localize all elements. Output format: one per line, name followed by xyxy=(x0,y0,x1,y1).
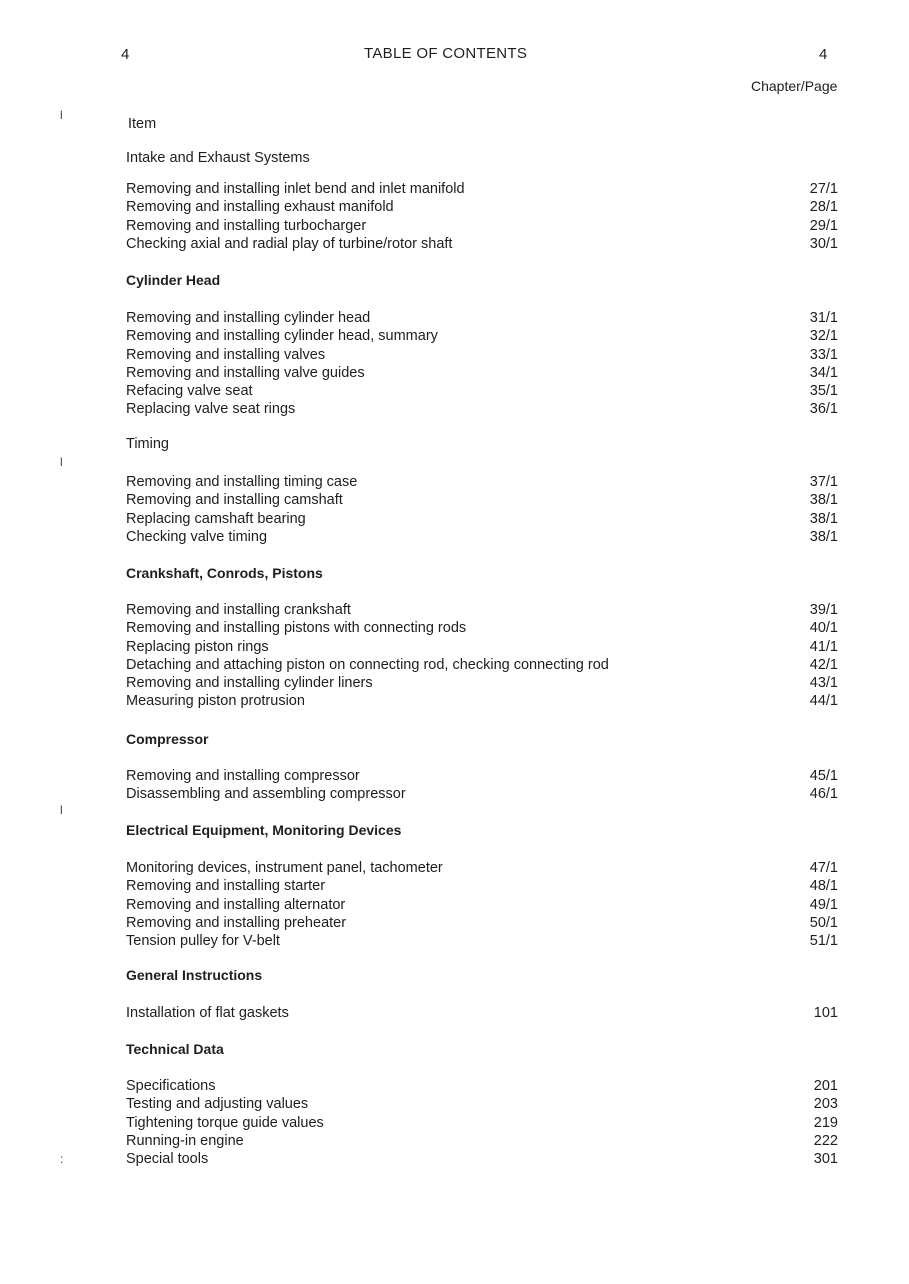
toc-entry-page: 301 xyxy=(813,1151,838,1168)
toc-entry-page: 27/1 xyxy=(809,181,838,197)
toc-entry xyxy=(126,180,838,198)
toc-entry-label: Removing and installing cylinder liners xyxy=(126,675,373,692)
toc-entry-page: 48/1 xyxy=(809,878,838,895)
toc-entry xyxy=(126,364,838,382)
margin-mark: l xyxy=(60,455,63,469)
section-heading: Compressor xyxy=(126,731,209,747)
section-entries xyxy=(126,180,838,253)
toc-entry xyxy=(126,309,838,327)
toc-entry-label: Removing and installing cylinder head, summary xyxy=(126,328,438,345)
toc-entry-page: 38/1 xyxy=(809,528,838,545)
toc-entry-label: Removing and installing exhaust manifold xyxy=(126,199,394,216)
toc-entry xyxy=(126,674,838,692)
toc-entry xyxy=(126,235,838,253)
toc-entry xyxy=(126,859,838,877)
toc-entry-page: 33/1 xyxy=(809,346,838,363)
toc-entry-label: Removing and installing cylinder head xyxy=(126,310,371,326)
toc-entry xyxy=(126,528,838,546)
toc-entry-label: Checking valve timing xyxy=(126,528,268,545)
toc-entry-label: Replacing valve seat rings xyxy=(126,401,296,418)
toc-entry-page: 203 xyxy=(813,1096,838,1113)
toc-entry-label: Testing and adjusting values xyxy=(126,1096,309,1113)
toc-entry-page: 43/1 xyxy=(809,675,838,692)
toc-entry-label: Removing and installing crankshaft xyxy=(126,602,351,618)
toc-entry xyxy=(126,656,838,674)
toc-entry-label: Running-in engine xyxy=(126,1132,244,1149)
chapter-page-header: Chapter/Page xyxy=(751,78,838,94)
page-number-right: 4 xyxy=(819,46,828,63)
toc-entry-page: 49/1 xyxy=(809,896,838,913)
margin-mark: l xyxy=(60,803,63,817)
toc-entry-label: Removing and installing pistons with connecting rods xyxy=(126,620,467,637)
toc-entry xyxy=(126,638,838,656)
toc-entry xyxy=(126,619,838,637)
toc-entry-label: Special tools xyxy=(126,1151,209,1168)
toc-entry-label: Replacing camshaft bearing xyxy=(126,510,306,527)
toc-entry-label: Removing and installing starter xyxy=(126,878,326,895)
toc-entry-label: Removing and installing camshaft xyxy=(126,492,343,509)
toc-entry xyxy=(126,877,838,895)
toc-entry-page: 51/1 xyxy=(809,933,838,950)
section-entries xyxy=(126,1004,838,1022)
page-title: TABLE OF CONTENTS xyxy=(364,45,528,62)
toc-entry-label: Checking axial and radial play of turbine/rotor shaft xyxy=(126,235,453,252)
toc-entry-page: 29/1 xyxy=(809,217,838,234)
toc-entry-page: 41/1 xyxy=(809,638,838,655)
toc-entry-page: 32/1 xyxy=(809,328,838,345)
section-heading: Technical Data xyxy=(126,1041,224,1057)
section-heading: Crankshaft, Conrods, Pistons xyxy=(126,565,323,581)
toc-entry-label: Disassembling and assembling compressor xyxy=(126,786,406,803)
toc-entry-label: Removing and installing turbocharger xyxy=(126,217,367,234)
toc-entry-label: Replacing piston rings xyxy=(126,638,269,655)
toc-entry-page: 31/1 xyxy=(809,310,838,326)
section-entries xyxy=(126,1077,838,1168)
toc-entry xyxy=(126,601,838,619)
toc-entry xyxy=(126,1150,838,1168)
toc-entry xyxy=(126,400,838,418)
toc-entry xyxy=(126,1004,838,1022)
toc-entry-label: Removing and installing timing case xyxy=(126,474,358,490)
toc-entry-label: Removing and installing inlet bend and inlet manifold xyxy=(126,181,465,197)
section-entries xyxy=(126,473,838,546)
section-heading: Timing xyxy=(126,436,169,452)
toc-entry-label: Refacing valve seat xyxy=(126,383,253,400)
toc-entry-page: 47/1 xyxy=(809,860,838,876)
toc-entry xyxy=(126,198,838,216)
section-entries xyxy=(126,859,838,950)
toc-entry-page: 38/1 xyxy=(809,492,838,509)
toc-entry-label: Removing and installing valve guides xyxy=(126,364,365,381)
toc-entry xyxy=(126,767,838,785)
toc-entry-page: 101 xyxy=(813,1005,838,1021)
toc-entry-label: Monitoring devices, instrument panel, tachometer xyxy=(126,860,443,876)
toc-entry-label: Detaching and attaching piston on connecting rod, checking connecting rod xyxy=(126,656,609,673)
toc-entry-page: 35/1 xyxy=(809,383,838,400)
toc-entry-page: 201 xyxy=(813,1078,838,1094)
toc-entry-page: 44/1 xyxy=(809,693,838,710)
section-entries xyxy=(126,309,838,419)
toc-entry-label: Removing and installing compressor xyxy=(126,768,360,784)
section-heading: General Instructions xyxy=(126,967,263,983)
section-entries xyxy=(126,767,838,804)
toc-entry-page: 30/1 xyxy=(809,235,838,252)
toc-entry-page: 42/1 xyxy=(809,656,838,673)
toc-entry xyxy=(126,914,838,932)
toc-entry-label: Removing and installing preheater xyxy=(126,914,347,931)
margin-mark: : xyxy=(60,1152,64,1166)
toc-entry-label: Tension pulley for V-belt xyxy=(126,933,280,950)
toc-entry xyxy=(126,692,838,710)
toc-entry-page: 40/1 xyxy=(809,620,838,637)
toc-entry-label: Removing and installing alternator xyxy=(126,896,346,913)
toc-entry xyxy=(126,510,838,528)
toc-entry-page: 45/1 xyxy=(809,768,838,784)
toc-entry-page: 34/1 xyxy=(809,364,838,381)
toc-entry-label: Installation of flat gaskets xyxy=(126,1005,289,1021)
toc-entry-label: Specifications xyxy=(126,1078,216,1094)
toc-entry-label: Removing and installing valves xyxy=(126,346,326,363)
toc-entry-page: 219 xyxy=(813,1114,838,1131)
toc-entry xyxy=(126,1114,838,1132)
section-heading: Intake and Exhaust Systems xyxy=(126,150,310,166)
toc-entry xyxy=(126,785,838,803)
toc-entry xyxy=(126,327,838,345)
toc-entry xyxy=(126,1132,838,1150)
section-heading: Electrical Equipment, Monitoring Devices xyxy=(126,822,402,838)
toc-entry xyxy=(126,491,838,509)
section-entries xyxy=(126,601,838,711)
toc-entry-page: 222 xyxy=(813,1132,838,1149)
toc-entry-page: 38/1 xyxy=(809,510,838,527)
toc-entry xyxy=(126,346,838,364)
toc-entry xyxy=(126,217,838,235)
toc-entry-label: Measuring piston protrusion xyxy=(126,693,305,710)
toc-entry-page: 37/1 xyxy=(809,474,838,490)
toc-entry-label: Tightening torque guide values xyxy=(126,1114,324,1131)
page-number-left: 4 xyxy=(121,46,130,63)
toc-entry-page: 36/1 xyxy=(809,401,838,418)
toc-entry xyxy=(126,1077,838,1095)
toc-entry-page: 50/1 xyxy=(809,914,838,931)
toc-entry xyxy=(126,382,838,400)
toc-entry-page: 39/1 xyxy=(809,602,838,618)
toc-entry xyxy=(126,473,838,491)
toc-entry-page: 46/1 xyxy=(809,786,838,803)
section-heading: Cylinder Head xyxy=(126,272,221,288)
toc-entry xyxy=(126,1095,838,1113)
margin-mark: l xyxy=(60,108,63,122)
toc-entry-page: 28/1 xyxy=(809,199,838,216)
item-header: Item xyxy=(128,116,157,132)
toc-entry xyxy=(126,896,838,914)
toc-entry xyxy=(126,932,838,950)
